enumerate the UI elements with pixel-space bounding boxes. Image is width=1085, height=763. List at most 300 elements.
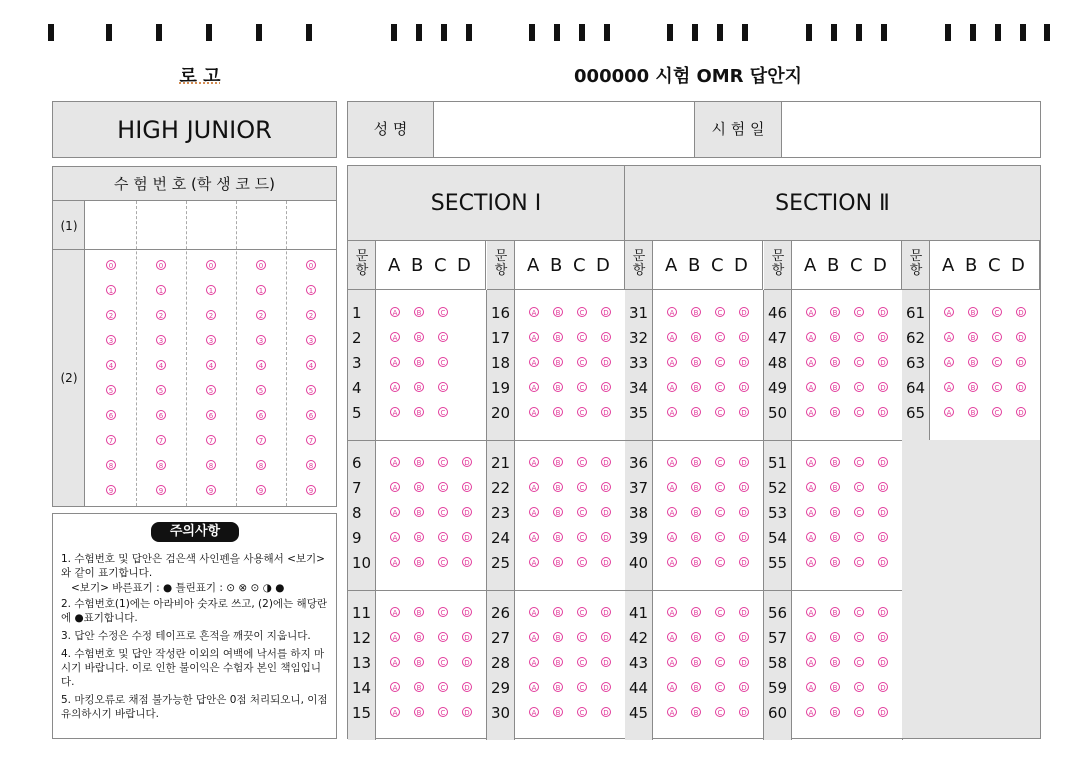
answer-bubble[interactable]: A [806,407,816,417]
answer-bubble[interactable]: C [715,507,725,517]
answer-bubble[interactable]: A [944,382,954,392]
answer-bubble[interactable]: B [830,632,840,642]
answer-bubble[interactable]: C [577,357,587,367]
answer-bubble[interactable]: A [390,657,400,667]
answer-bubble[interactable]: D [1016,407,1026,417]
answer-bubble[interactable]: D [1016,332,1026,342]
answer-bubble[interactable]: B [553,407,563,417]
answer-bubble[interactable]: A [806,632,816,642]
answer-bubble[interactable]: B [553,557,563,567]
code-bubble[interactable]: 8 [256,460,266,470]
answer-bubble[interactable]: B [553,607,563,617]
answer-bubble[interactable]: D [878,332,888,342]
answer-bubble[interactable]: B [553,682,563,692]
answer-bubble[interactable]: C [438,682,448,692]
code-bubble[interactable]: 3 [306,335,316,345]
answer-bubble[interactable]: C [854,507,864,517]
answer-bubble[interactable]: B [691,307,701,317]
answer-bubble[interactable]: D [739,632,749,642]
answer-bubble[interactable]: C [854,332,864,342]
answer-bubble[interactable]: B [414,707,424,717]
answer-bubble[interactable]: A [806,657,816,667]
answer-bubble[interactable]: A [529,507,539,517]
answer-bubble[interactable]: B [414,357,424,367]
code-digit-input[interactable] [86,201,136,249]
answer-bubble[interactable]: B [968,382,978,392]
code-bubble[interactable]: 0 [306,260,316,270]
answer-bubble[interactable]: C [715,332,725,342]
answer-bubble[interactable]: D [878,482,888,492]
answer-bubble[interactable]: A [529,532,539,542]
answer-bubble[interactable]: A [667,557,677,567]
answer-bubble[interactable]: B [691,457,701,467]
code-bubble[interactable]: 2 [256,310,266,320]
answer-bubble[interactable]: C [992,307,1002,317]
answer-bubble[interactable]: D [878,607,888,617]
answer-bubble[interactable]: A [806,307,816,317]
answer-bubble[interactable]: D [1016,382,1026,392]
answer-bubble[interactable]: A [529,382,539,392]
answer-bubble[interactable]: B [691,682,701,692]
answer-bubble[interactable]: A [529,632,539,642]
code-bubble[interactable]: 5 [156,385,166,395]
code-bubble[interactable]: 1 [306,285,316,295]
answer-bubble[interactable]: C [715,357,725,367]
answer-bubble[interactable]: D [462,707,472,717]
answer-bubble[interactable]: B [691,657,701,667]
answer-bubble[interactable]: B [968,407,978,417]
answer-bubble[interactable]: C [854,682,864,692]
answer-bubble[interactable]: A [806,332,816,342]
code-bubble[interactable]: 1 [156,285,166,295]
answer-bubble[interactable]: B [830,532,840,542]
answer-bubble[interactable]: C [715,307,725,317]
code-bubble[interactable]: 9 [106,485,116,495]
answer-bubble[interactable]: A [806,557,816,567]
answer-bubble[interactable]: A [390,457,400,467]
answer-bubble[interactable]: D [739,682,749,692]
answer-bubble[interactable]: A [667,657,677,667]
answer-bubble[interactable]: B [553,457,563,467]
answer-bubble[interactable]: B [830,332,840,342]
answer-bubble[interactable]: B [414,482,424,492]
answer-bubble[interactable]: A [806,457,816,467]
answer-bubble[interactable]: D [878,682,888,692]
code-bubble[interactable]: 2 [206,310,216,320]
answer-bubble[interactable]: B [691,382,701,392]
answer-bubble[interactable]: D [601,332,611,342]
answer-bubble[interactable]: B [553,507,563,517]
answer-bubble[interactable]: A [529,307,539,317]
answer-bubble[interactable]: A [806,607,816,617]
answer-bubble[interactable]: C [438,407,448,417]
code-bubble[interactable]: 8 [106,460,116,470]
code-bubble[interactable]: 4 [156,360,166,370]
answer-bubble[interactable]: A [806,532,816,542]
answer-bubble[interactable]: A [529,332,539,342]
answer-bubble[interactable]: B [691,357,701,367]
code-bubble[interactable]: 9 [306,485,316,495]
answer-bubble[interactable]: A [806,507,816,517]
code-bubble[interactable]: 2 [306,310,316,320]
answer-bubble[interactable]: B [830,382,840,392]
answer-bubble[interactable]: D [462,682,472,692]
code-bubble[interactable]: 5 [256,385,266,395]
answer-bubble[interactable]: C [577,607,587,617]
answer-bubble[interactable]: C [577,532,587,542]
answer-bubble[interactable]: B [414,507,424,517]
answer-bubble[interactable]: C [854,407,864,417]
answer-bubble[interactable]: A [529,657,539,667]
answer-bubble[interactable]: A [806,707,816,717]
answer-bubble[interactable]: A [667,357,677,367]
answer-bubble[interactable]: D [462,632,472,642]
code-bubble[interactable]: 2 [106,310,116,320]
answer-bubble[interactable]: B [691,407,701,417]
answer-bubble[interactable]: D [878,657,888,667]
answer-bubble[interactable]: D [462,607,472,617]
answer-bubble[interactable]: C [715,382,725,392]
answer-bubble[interactable]: A [390,557,400,567]
answer-bubble[interactable]: D [601,607,611,617]
answer-bubble[interactable]: A [667,307,677,317]
answer-bubble[interactable]: B [968,357,978,367]
code-bubble[interactable]: 3 [206,335,216,345]
answer-bubble[interactable]: B [830,357,840,367]
code-bubble[interactable]: 8 [306,460,316,470]
answer-bubble[interactable]: A [667,507,677,517]
code-bubble[interactable]: 8 [206,460,216,470]
code-bubble[interactable]: 6 [106,410,116,420]
answer-bubble[interactable]: D [739,332,749,342]
code-bubble[interactable]: 4 [106,360,116,370]
answer-bubble[interactable]: C [854,307,864,317]
code-bubble[interactable]: 4 [256,360,266,370]
answer-bubble[interactable]: A [806,482,816,492]
answer-bubble[interactable]: D [739,307,749,317]
answer-bubble[interactable]: B [830,407,840,417]
answer-bubble[interactable]: B [691,332,701,342]
code-bubble[interactable]: 9 [206,485,216,495]
answer-bubble[interactable]: B [414,632,424,642]
answer-bubble[interactable]: C [992,407,1002,417]
answer-bubble[interactable]: B [553,657,563,667]
code-bubble[interactable]: 0 [206,260,216,270]
answer-bubble[interactable]: D [1016,307,1026,317]
answer-bubble[interactable]: B [830,682,840,692]
answer-bubble[interactable]: C [715,632,725,642]
answer-bubble[interactable]: B [553,532,563,542]
code-bubble[interactable]: 1 [106,285,116,295]
answer-bubble[interactable]: C [577,632,587,642]
answer-bubble[interactable]: C [854,607,864,617]
answer-bubble[interactable]: C [715,482,725,492]
answer-bubble[interactable]: C [577,482,587,492]
answer-bubble[interactable]: C [438,657,448,667]
answer-bubble[interactable]: A [390,632,400,642]
answer-bubble[interactable]: D [878,457,888,467]
answer-bubble[interactable]: A [390,532,400,542]
code-bubble[interactable]: 7 [306,435,316,445]
code-bubble[interactable]: 5 [106,385,116,395]
code-bubble[interactable]: 5 [206,385,216,395]
answer-bubble[interactable]: D [601,482,611,492]
answer-bubble[interactable]: B [691,532,701,542]
answer-bubble[interactable]: A [667,457,677,467]
answer-bubble[interactable]: C [438,357,448,367]
answer-bubble[interactable]: C [438,632,448,642]
answer-bubble[interactable]: B [968,307,978,317]
answer-bubble[interactable]: D [739,557,749,567]
answer-bubble[interactable]: B [414,332,424,342]
answer-bubble[interactable]: B [691,707,701,717]
name-field[interactable] [434,102,694,157]
answer-bubble[interactable]: A [390,382,400,392]
answer-bubble[interactable]: B [830,307,840,317]
answer-bubble[interactable]: B [553,332,563,342]
answer-bubble[interactable]: C [438,457,448,467]
answer-bubble[interactable]: C [854,457,864,467]
answer-bubble[interactable]: B [553,307,563,317]
answer-bubble[interactable]: C [854,532,864,542]
answer-bubble[interactable]: B [414,407,424,417]
answer-bubble[interactable]: D [878,357,888,367]
code-digit-input[interactable] [286,201,336,249]
answer-bubble[interactable]: D [462,457,472,467]
answer-bubble[interactable]: D [739,707,749,717]
answer-bubble[interactable]: C [577,457,587,467]
answer-bubble[interactable]: A [529,707,539,717]
answer-bubble[interactable]: D [878,632,888,642]
answer-bubble[interactable]: B [830,607,840,617]
answer-bubble[interactable]: B [830,557,840,567]
answer-bubble[interactable]: A [390,707,400,717]
answer-bubble[interactable]: C [715,457,725,467]
answer-bubble[interactable]: A [806,357,816,367]
answer-bubble[interactable]: D [739,482,749,492]
answer-bubble[interactable]: C [992,332,1002,342]
code-bubble[interactable]: 0 [156,260,166,270]
answer-bubble[interactable]: A [529,607,539,617]
answer-bubble[interactable]: D [878,532,888,542]
code-bubble[interactable]: 0 [256,260,266,270]
answer-bubble[interactable]: D [601,532,611,542]
answer-bubble[interactable]: A [667,632,677,642]
answer-bubble[interactable]: D [462,657,472,667]
answer-bubble[interactable]: C [577,657,587,667]
answer-bubble[interactable]: B [414,682,424,692]
answer-bubble[interactable]: B [691,632,701,642]
answer-bubble[interactable]: B [830,507,840,517]
answer-bubble[interactable]: C [577,507,587,517]
answer-bubble[interactable]: B [414,607,424,617]
answer-bubble[interactable]: D [739,407,749,417]
answer-bubble[interactable]: C [854,657,864,667]
answer-bubble[interactable]: C [854,557,864,567]
answer-bubble[interactable]: A [944,307,954,317]
answer-bubble[interactable]: A [667,682,677,692]
answer-bubble[interactable]: A [390,482,400,492]
answer-bubble[interactable]: C [854,357,864,367]
answer-bubble[interactable]: C [715,682,725,692]
answer-bubble[interactable]: C [854,632,864,642]
answer-bubble[interactable]: C [715,657,725,667]
answer-bubble[interactable]: A [390,507,400,517]
answer-bubble[interactable]: C [715,557,725,567]
code-bubble[interactable]: 5 [306,385,316,395]
code-bubble[interactable]: 7 [206,435,216,445]
code-bubble[interactable]: 7 [106,435,116,445]
answer-bubble[interactable]: A [529,407,539,417]
answer-bubble[interactable]: A [667,707,677,717]
answer-bubble[interactable]: D [601,657,611,667]
answer-bubble[interactable]: C [715,607,725,617]
answer-bubble[interactable]: D [601,557,611,567]
code-bubble[interactable]: 4 [206,360,216,370]
answer-bubble[interactable]: C [438,382,448,392]
date-field[interactable] [782,102,1040,157]
answer-bubble[interactable]: C [577,307,587,317]
answer-bubble[interactable]: D [878,407,888,417]
answer-bubble[interactable]: C [577,707,587,717]
answer-bubble[interactable]: C [438,532,448,542]
answer-bubble[interactable]: C [438,557,448,567]
answer-bubble[interactable]: C [438,507,448,517]
answer-bubble[interactable]: D [878,382,888,392]
answer-bubble[interactable]: B [553,357,563,367]
answer-bubble[interactable]: D [601,707,611,717]
code-bubble[interactable]: 7 [156,435,166,445]
answer-bubble[interactable]: B [414,307,424,317]
answer-bubble[interactable]: B [553,382,563,392]
answer-bubble[interactable]: D [739,357,749,367]
code-bubble[interactable]: 1 [206,285,216,295]
answer-bubble[interactable]: C [854,482,864,492]
code-bubble[interactable]: 6 [306,410,316,420]
answer-bubble[interactable]: D [601,307,611,317]
answer-bubble[interactable]: A [390,332,400,342]
answer-bubble[interactable]: D [1016,357,1026,367]
answer-bubble[interactable]: A [390,307,400,317]
answer-bubble[interactable]: A [944,407,954,417]
answer-bubble[interactable]: C [715,407,725,417]
answer-bubble[interactable]: A [390,682,400,692]
answer-bubble[interactable]: B [691,482,701,492]
answer-bubble[interactable]: C [438,307,448,317]
answer-bubble[interactable]: A [944,357,954,367]
answer-bubble[interactable]: B [553,482,563,492]
answer-bubble[interactable]: A [390,357,400,367]
answer-bubble[interactable]: D [739,457,749,467]
answer-bubble[interactable]: C [577,382,587,392]
code-bubble[interactable]: 1 [256,285,266,295]
answer-bubble[interactable]: D [739,657,749,667]
answer-bubble[interactable]: B [414,657,424,667]
answer-bubble[interactable]: B [691,507,701,517]
answer-bubble[interactable]: B [414,457,424,467]
answer-bubble[interactable]: D [601,682,611,692]
answer-bubble[interactable]: B [414,532,424,542]
answer-bubble[interactable]: A [667,607,677,617]
answer-bubble[interactable]: A [390,407,400,417]
answer-bubble[interactable]: B [830,457,840,467]
answer-bubble[interactable]: C [992,382,1002,392]
code-bubble[interactable]: 3 [256,335,266,345]
code-bubble[interactable]: 2 [156,310,166,320]
answer-bubble[interactable]: D [462,532,472,542]
code-digit-input[interactable] [236,201,286,249]
code-digit-input[interactable] [136,201,186,249]
answer-bubble[interactable]: B [553,707,563,717]
answer-bubble[interactable]: A [529,357,539,367]
answer-bubble[interactable]: C [854,707,864,717]
answer-bubble[interactable]: D [601,632,611,642]
code-bubble[interactable]: 6 [206,410,216,420]
code-bubble[interactable]: 8 [156,460,166,470]
answer-bubble[interactable]: A [529,457,539,467]
answer-bubble[interactable]: C [715,532,725,542]
code-digit-input[interactable] [186,201,236,249]
answer-bubble[interactable]: A [667,532,677,542]
answer-bubble[interactable]: D [739,382,749,392]
answer-bubble[interactable]: B [830,482,840,492]
answer-bubble[interactable]: C [715,707,725,717]
answer-bubble[interactable]: D [462,507,472,517]
answer-bubble[interactable]: D [878,307,888,317]
answer-bubble[interactable]: B [414,557,424,567]
answer-bubble[interactable]: A [806,382,816,392]
code-bubble[interactable]: 7 [256,435,266,445]
answer-bubble[interactable]: D [739,507,749,517]
code-bubble[interactable]: 0 [106,260,116,270]
answer-bubble[interactable]: A [944,332,954,342]
answer-bubble[interactable]: D [601,457,611,467]
answer-bubble[interactable]: B [830,707,840,717]
answer-bubble[interactable]: D [601,407,611,417]
answer-bubble[interactable]: C [438,707,448,717]
code-bubble[interactable]: 6 [256,410,266,420]
answer-bubble[interactable]: B [691,557,701,567]
answer-bubble[interactable]: D [601,507,611,517]
answer-bubble[interactable]: D [878,507,888,517]
answer-bubble[interactable]: C [992,357,1002,367]
answer-bubble[interactable]: D [739,607,749,617]
answer-bubble[interactable]: A [390,607,400,617]
code-bubble[interactable]: 3 [106,335,116,345]
answer-bubble[interactable]: C [854,382,864,392]
answer-bubble[interactable]: D [878,557,888,567]
answer-bubble[interactable]: C [438,607,448,617]
answer-bubble[interactable]: D [878,707,888,717]
answer-bubble[interactable]: A [806,682,816,692]
answer-bubble[interactable]: C [438,332,448,342]
answer-bubble[interactable]: D [601,382,611,392]
answer-bubble[interactable]: A [529,557,539,567]
answer-bubble[interactable]: B [691,607,701,617]
answer-bubble[interactable]: D [601,357,611,367]
answer-bubble[interactable]: C [577,557,587,567]
answer-bubble[interactable]: A [529,482,539,492]
answer-bubble[interactable]: C [438,482,448,492]
code-bubble[interactable]: 6 [156,410,166,420]
code-bubble[interactable]: 4 [306,360,316,370]
answer-bubble[interactable]: D [462,557,472,567]
code-bubble[interactable]: 3 [156,335,166,345]
answer-bubble[interactable]: C [577,332,587,342]
answer-bubble[interactable]: A [529,682,539,692]
answer-bubble[interactable]: B [553,632,563,642]
answer-bubble[interactable]: B [968,332,978,342]
